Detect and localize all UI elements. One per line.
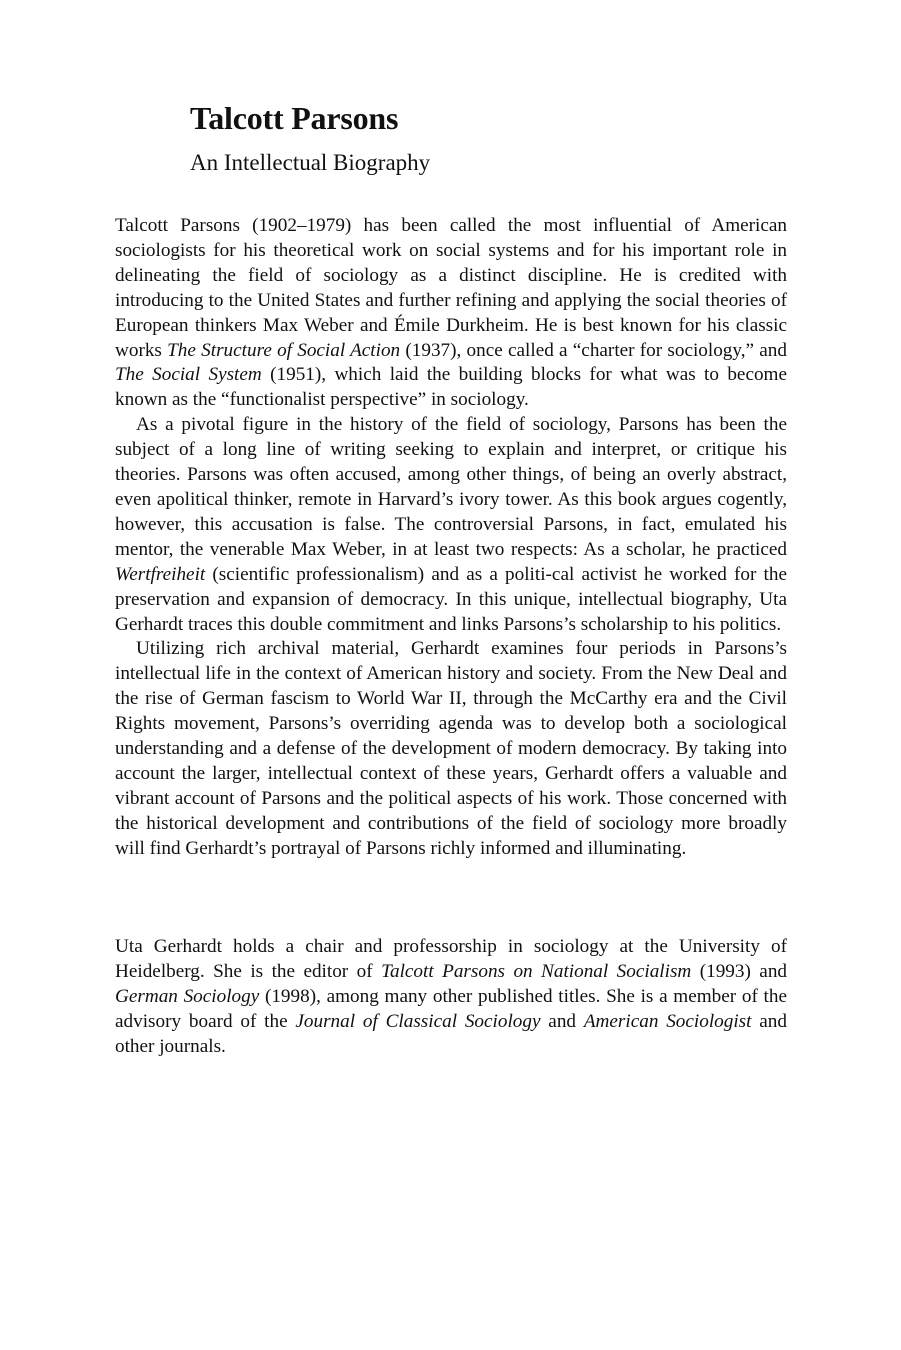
- title-parsons-on-national-socialism: Talcott Parsons on National Socialism: [381, 960, 692, 982]
- book-subtitle: An Intellectual Biography: [190, 150, 431, 175]
- title-american-sociologist: American Sociologist: [583, 1010, 752, 1032]
- title-social-system: The Social System: [115, 364, 262, 386]
- description-paragraph-1: Talcott Parsons (1902–1979) has been called the most influential of American sociologists for his theoretical work on social systems and for his important role in delineating the field of sociology as a distinct discipline. He is credited with introducing to the United States and further refining and applying the social theories of European thinkers Max Weber and Émile Durkheim. He is best known for his classic works The Structure of Social Action (1937), once called a “charter for sociology,” and The Social System (1951), which laid the building blocks for what was to become known as the “functionalist perspective” in sociology.: [115, 215, 787, 411]
- title-german-sociology: German Sociology: [115, 985, 260, 1007]
- description-paragraph-3: Utilizing rich archival material, Gerhardt examines four periods in Parsons’s intellectual life in the context of American history and society. From the New Deal and the rise of German fascism to World War II, through the McCarthy era and the Civil Rights movement, Parsons’s overriding agenda was to develop both a sociological understanding and a defense of the development of modern democracy. By taking into account the larger, intellectual context of these years, Gerhardt offers a valuable and vibrant account of Parsons and the political aspects of his work. Those concerned with the historical development and contributions of the field of sociology more broadly will find Gerhardt’s portrayal of Parsons richly informed and illuminating.: [115, 638, 787, 859]
- term-wertfreiheit: Wertfreiheit: [115, 563, 206, 585]
- description-paragraph-2: As a pivotal figure in the history of the field of sociology, Parsons has been the subject of a long line of writing seeking to explain and interpret, or critique his theories. Parsons was often accused, among other things, of being an overly abstract, even apolitical thinker, remote in Harvard’s ivory tower. As this book argues cogently, however, this accusation is false. The controversial Parsons, in fact, emulated his mentor, the venerable Max Weber, in at least two respects: As a scholar, he practiced Wertfreiheit (scientific professionalism) and as a politi-cal activist he worked for the preservation and expansion of democracy. In this unique, intellectual biography, Uta Gerhardt traces this double commitment and links Parsons’s scholarship to his politics.: [115, 414, 787, 635]
- book-description: [115, 214, 787, 862]
- title-structure-of-social-action: The Structure of Social Action: [167, 339, 401, 361]
- title-journal-of-classical-sociology: Journal of Classical Sociology: [295, 1010, 541, 1032]
- book-title: Talcott Parsons: [190, 100, 399, 136]
- author-bio: Uta Gerhardt holds a chair and professorship in sociology at the University of Heidelberg. She is the editor of Talcott Parsons on National Socialism (1993) and German Sociology (1998), among many other published titles. She is a member of the advisory board of the Journal of Classical Sociology and American Sociologist and other journals.: [115, 936, 788, 1057]
